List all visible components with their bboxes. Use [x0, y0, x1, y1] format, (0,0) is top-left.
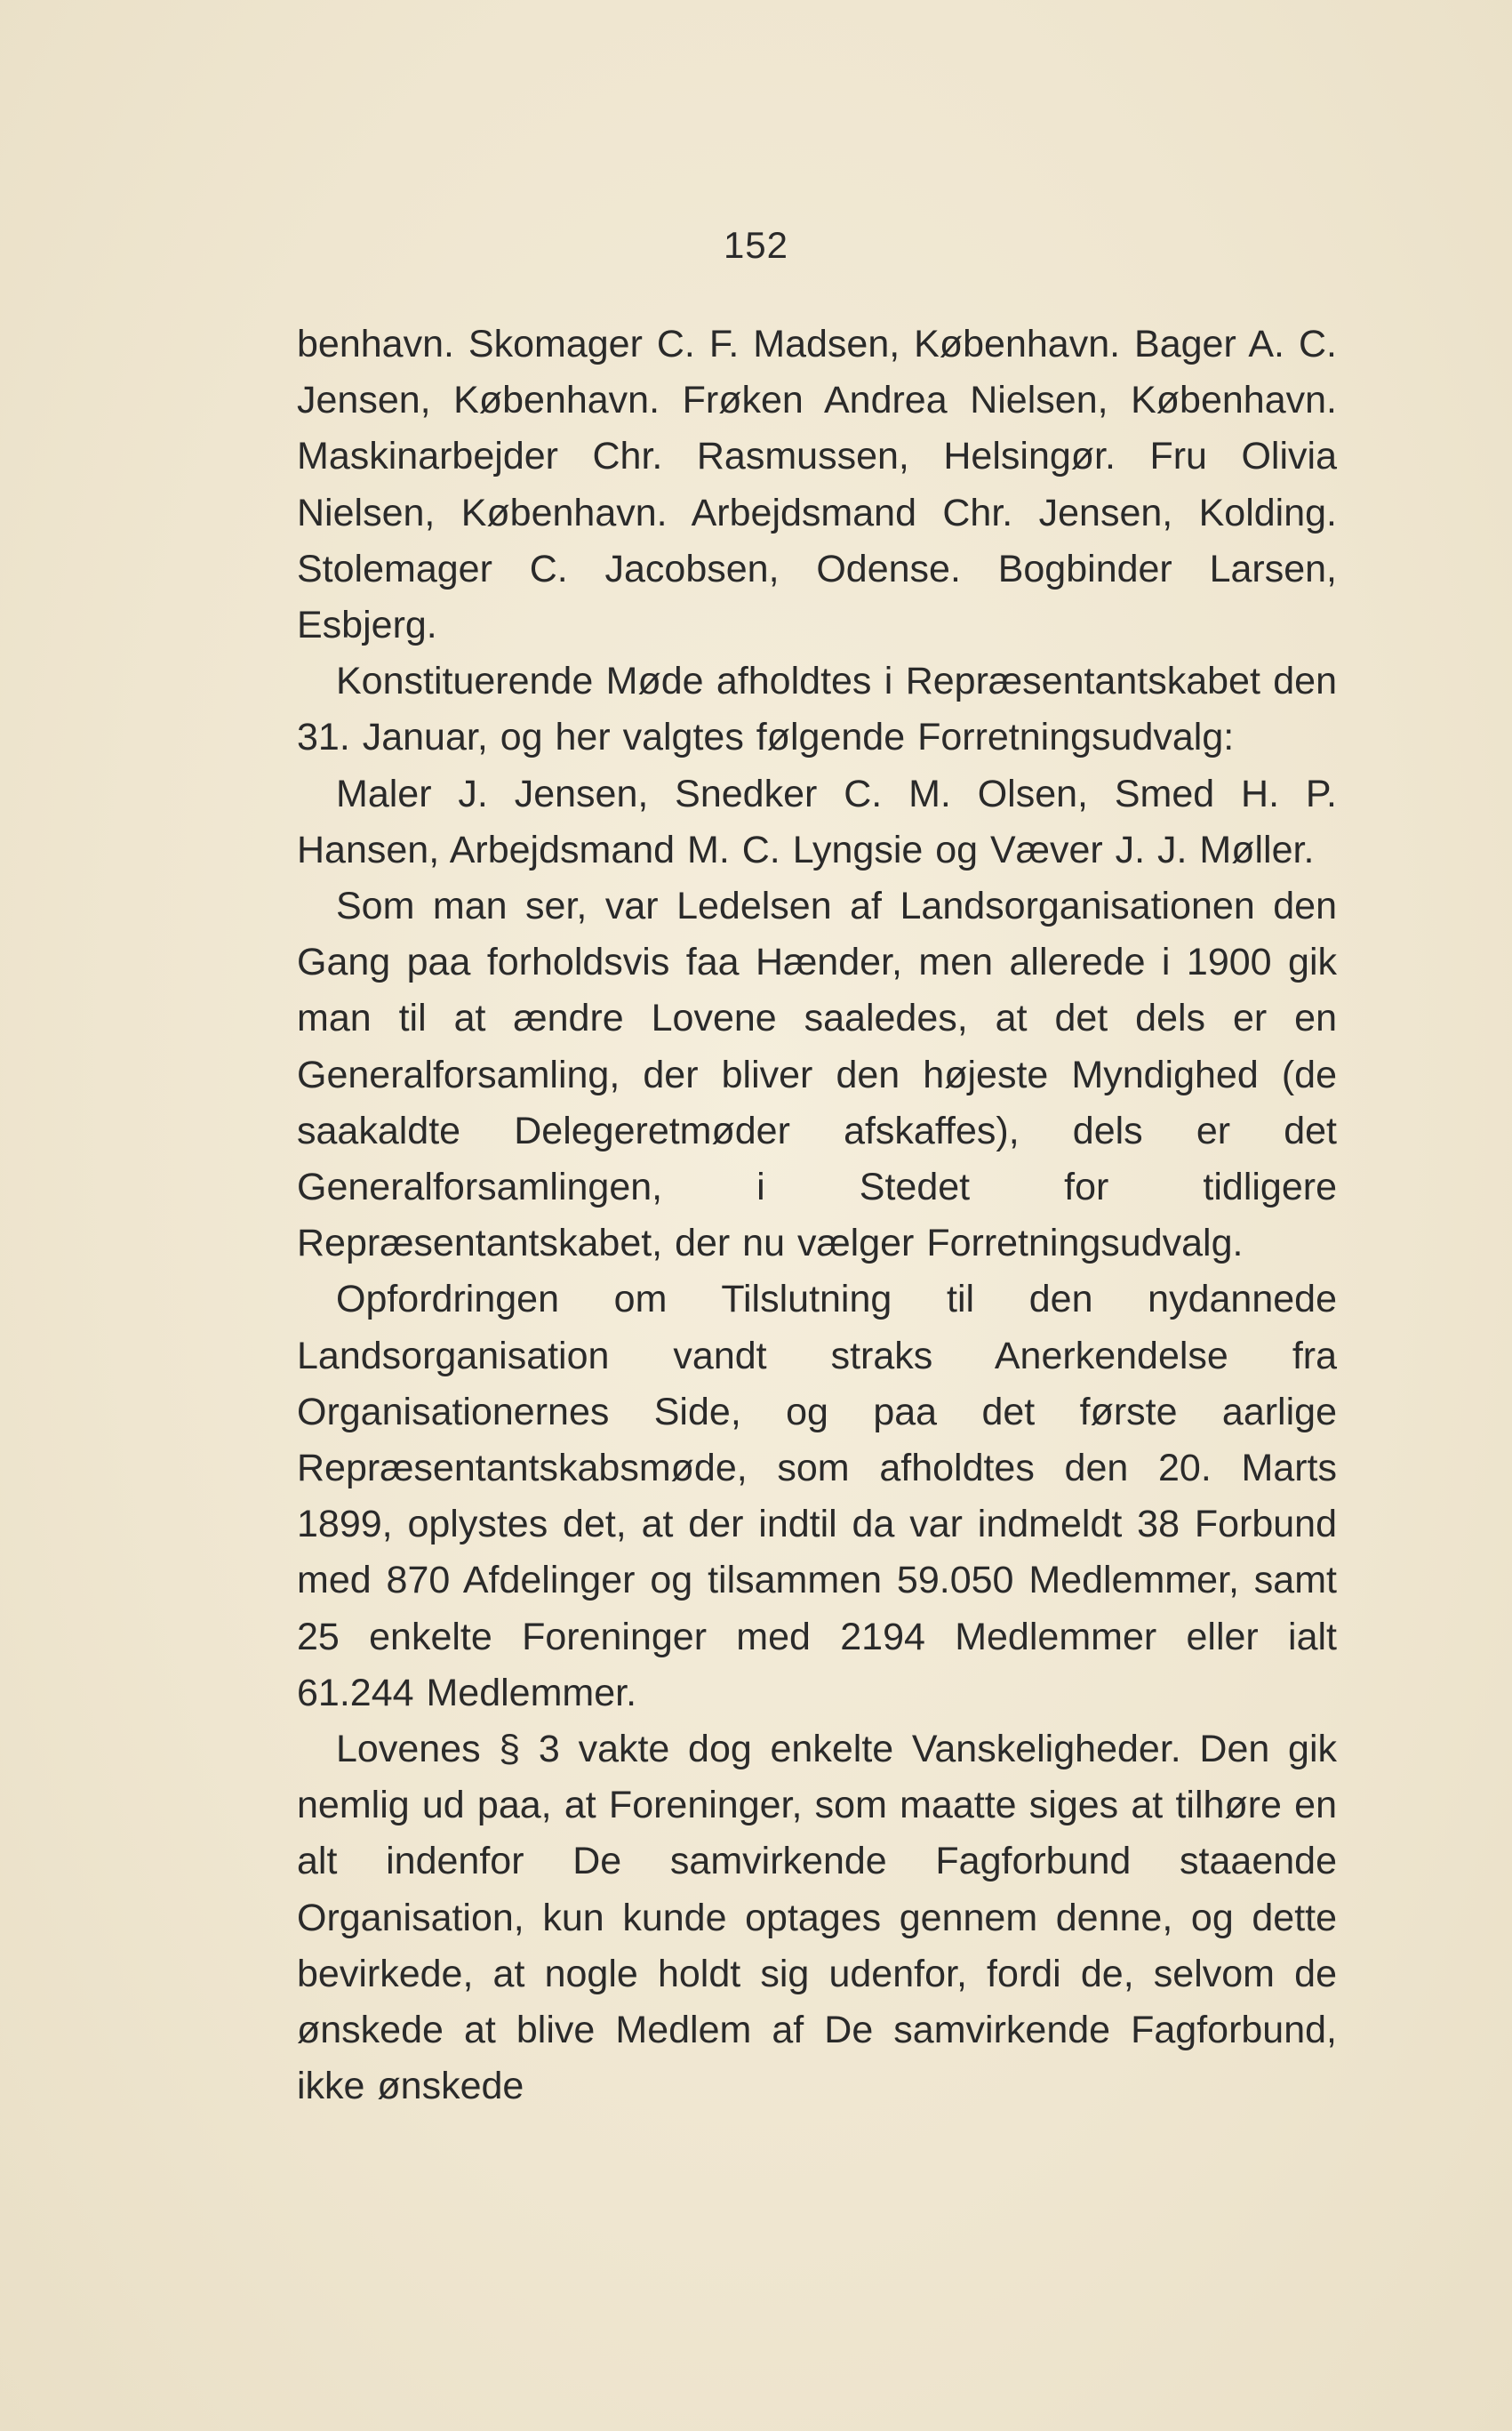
paragraph-6: Lovenes § 3 vakte dog enkelte Vanskeligheder. Den gik nemlig ud paa, at Foreninger, som maatte siges at tilhøre en alt indenfor De samvirkende Fagforbund staaende Organisation, kun kunde optages gennem denne, og dette bevirkede, at nogle holdt sig udenfor, fordi de, selvom de ønskede at blive Medlem af De samvirkende Fagforbund, ikke ønskede — [297, 1728, 1337, 2108]
body-text — [297, 317, 1337, 2115]
paragraph-3: Maler J. Jensen, Snedker C. M. Olsen, Smed H. P. Hansen, Arbejdsmand M. C. Lyngsie og Væver J. J. Møller. — [297, 772, 1337, 871]
paragraph-4: Som man ser, var Ledelsen af Landsorganisationen den Gang paa forholdsvis faa Hænder, men allerede i 1900 gik man til at ændre Lovene saaledes, at det dels er en Generalforsamling, der bliver den højeste Myndighed (de saakaldte Delegeretmøder afskaffes), dels er det Generalforsamlingen, i Stedet for tidligere Repræsentantskabet, der nu vælger Forretningsudvalg. — [297, 885, 1337, 1265]
paragraph-2: Konstituerende Møde afholdtes i Repræsentantskabet den 31. Januar, og her valgtes følgende Forretningsudvalg: — [297, 660, 1337, 759]
paragraph-5: Opfordringen om Tilslutning til den nydannede Landsorganisation vandt straks Anerkendelse fra Organisationernes Side, og paa det første aarlige Repræsentantskabsmøde, som afholdtes den 20. Marts 1899, oplystes det, at der indtil da var indmeldt 38 Forbund med 870 Afdelinger og tilsammen 59.050 Medlemmer, samt 25 enkelte Foreninger med 2194 Medlemmer eller ialt 61.244 Medlemmer. — [297, 1278, 1337, 1714]
paragraph-1: benhavn. Skomager C. F. Madsen, København. Bager A. C. Jensen, København. Frøken Andrea Nielsen, København. Maskinarbejder Chr. Rasmussen, Helsingør. Fru Olivia Nielsen, København. Arbejdsmand Chr. Jensen, Kolding. Stolemager C. Jacobsen, Odense. Bogbinder Larsen, Esbjerg. — [297, 323, 1337, 647]
page-number: 152 — [723, 224, 789, 266]
